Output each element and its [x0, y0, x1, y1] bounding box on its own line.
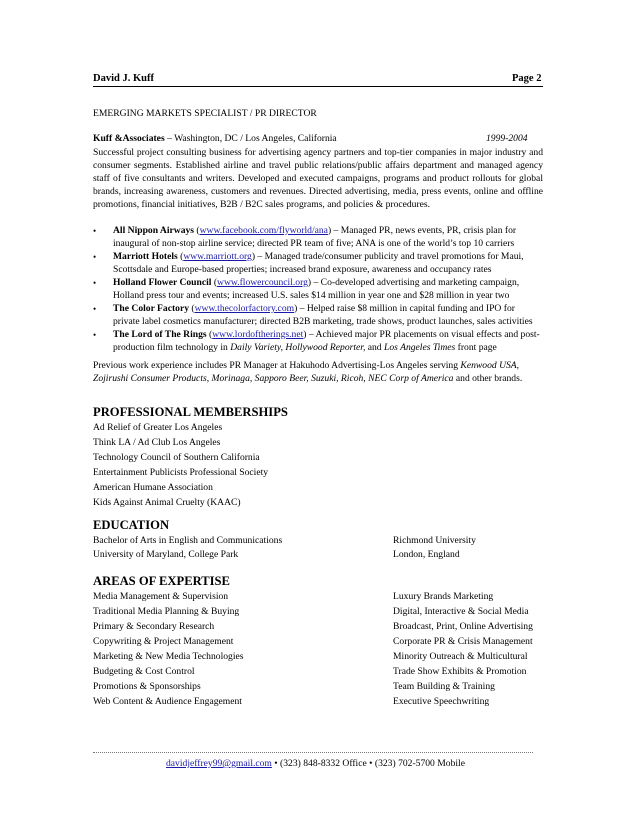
expertise-item: Corporate PR & Crisis Management	[393, 636, 533, 647]
bullet-item: The Color Factory (www.thecolorfactory.com) – Helped raise $8 million in capital funding and IPO for private label cosmetics manufacturer; directed B2B marketing, trade shows, product launches, sales activities	[113, 303, 533, 327]
expertise-item: Executive Speechwriting	[393, 696, 490, 707]
bullet-item: The Lord of The Rings (www.lordoftherings.net) – Achieved major PR placements on visual effects and post-production film technology in Daily Variety, Hollywood Reporter, and Los Angeles Times front page	[113, 329, 540, 353]
firm-summary: Successful project consulting business for advertising agency partners and top-tier companies in major industry and consumer segments. Established airline and travel public relations/public affairs department and managed agency staff of five consultants and writers. Developed and executed campaigns, programs and product rollouts for global brands, increasing awareness, customers and revenues. Directed advertising, media, press events, online and offline promotions, financial initiatives, B2B / B2C sales programs, and policies & procedures.	[93, 147, 543, 210]
firm-name: Kuff &Associates	[93, 133, 165, 144]
education-heading: EDUCATION	[93, 518, 170, 532]
expertise-item: Traditional Media Planning & Buying	[93, 606, 240, 617]
client-name: Marriott Hotels	[113, 251, 178, 262]
previous-clients: Kenwood USA, Zojirushi Consumer Products, Morinaga, Sapporo Beer, Suzuki, Ricoh, NEC Corp of America	[93, 360, 520, 384]
firm-location: – Washington, DC / Los Angeles, California	[164, 133, 337, 144]
client-name: The Color Factory	[113, 303, 190, 314]
membership-item: Ad Relief of Greater Los Angeles	[93, 422, 223, 433]
expertise-item: Promotions & Sponsorships	[93, 681, 201, 692]
client-link[interactable]: www.thecolorfactory.com	[194, 303, 295, 314]
memberships-heading: PROFESSIONAL MEMBERSHIPS	[93, 405, 288, 419]
membership-item: Technology Council of Southern California	[93, 452, 260, 463]
bullet-item: All Nippon Airways (www.facebook.com/flyworld/ana) – Managed PR, news events, PR, crisis plan for inaugural of non-stop airline service; directed PR team of five; ANA is one of the world’s top 10 carriers	[113, 225, 517, 249]
client-link[interactable]: www.facebook.com/flyworld/ana	[199, 225, 328, 236]
expertise-item: Broadcast, Print, Online Advertising	[393, 621, 533, 632]
education-school: Richmond University	[393, 535, 476, 546]
expertise-heading: AREAS OF EXPERTISE	[93, 574, 230, 588]
bullet-marker: •	[93, 304, 97, 314]
membership-item: Kids Against Animal Cruelty (KAAC)	[93, 497, 241, 508]
expertise-item: Trade Show Exhibits & Promotion	[393, 666, 527, 677]
expertise-item: Web Content & Audience Engagement	[93, 696, 242, 707]
expertise-item: Media Management & Supervision	[93, 591, 229, 602]
bullet-marker: •	[93, 278, 97, 288]
header-page-number: Page 2	[512, 73, 542, 84]
client-name: Holland Flower Council	[113, 277, 212, 288]
header-rule	[93, 86, 543, 87]
client-name: The Lord of The Rings	[113, 329, 207, 340]
header-name: David J. Kuff	[93, 73, 154, 84]
expertise-item: Luxury Brands Marketing	[393, 591, 494, 602]
education-location: London, England	[393, 549, 460, 560]
bullet-marker: •	[93, 330, 97, 340]
firm-dates: 1999-2004	[486, 133, 528, 144]
expertise-item: Team Building & Training	[393, 681, 495, 692]
client-link[interactable]: www.flowercouncil.org	[217, 277, 308, 288]
education-degree: Bachelor of Arts in English and Communications	[93, 535, 283, 546]
previous-work: Previous work experience includes PR Manager at Hakuhodo Advertising-Los Angeles serving Kenwood USA, Zojirushi Consumer Products, Morinaga, Sapporo Beer, Suzuki, Ricoh, NEC Corp of America and other brands.	[93, 360, 523, 384]
expertise-item: Copywriting & Project Management	[93, 636, 234, 647]
expertise-item: Marketing & New Media Technologies	[93, 651, 244, 662]
bullet-item: Holland Flower Council (www.flowercouncil.org) – Co-developed advertising and marketing campaign, Holland press tour and events; increased U.S. sales $14 million in year one and $28 million in year two	[113, 277, 520, 301]
role-title: EMERGING MARKETS SPECIALIST / PR DIRECTOR	[93, 108, 317, 119]
client-link[interactable]: www.marriott.org	[183, 251, 252, 262]
bullet-marker: •	[93, 252, 97, 262]
membership-item: Think LA / Ad Club Los Angeles	[93, 437, 221, 448]
expertise-item: Minority Outreach & Multicultural	[393, 651, 528, 662]
firm-line	[93, 132, 337, 145]
bullet-item: Marriott Hotels (www.marriott.org) – Managed trade/consumer publicity and travel promotions for Maui, Scottsdale and Europe-based properties; increased brand exposure, awareness and occupancy rates	[113, 251, 524, 275]
footer-contact	[166, 758, 465, 769]
footer-rule	[93, 752, 533, 753]
expertise-item: Primary & Secondary Research	[93, 621, 215, 632]
footer-phones: • (323) 848-8332 Office • (323) 702-5700 Mobile	[271, 758, 465, 769]
client-name: All Nippon Airways	[113, 225, 195, 236]
education-school-us: University of Maryland, College Park	[93, 549, 239, 560]
expertise-item: Digital, Interactive & Social Media	[393, 606, 529, 617]
expertise-item: Budgeting & Cost Control	[93, 666, 195, 677]
footer-email-link[interactable]: davidjeffrey99@gmail.com	[166, 758, 272, 769]
membership-item: Entertainment Publicists Professional Society	[93, 467, 269, 478]
membership-item: American Humane Association	[93, 482, 213, 493]
client-link[interactable]: www.lordoftherings.net	[212, 329, 304, 340]
bullet-marker: •	[93, 226, 97, 236]
